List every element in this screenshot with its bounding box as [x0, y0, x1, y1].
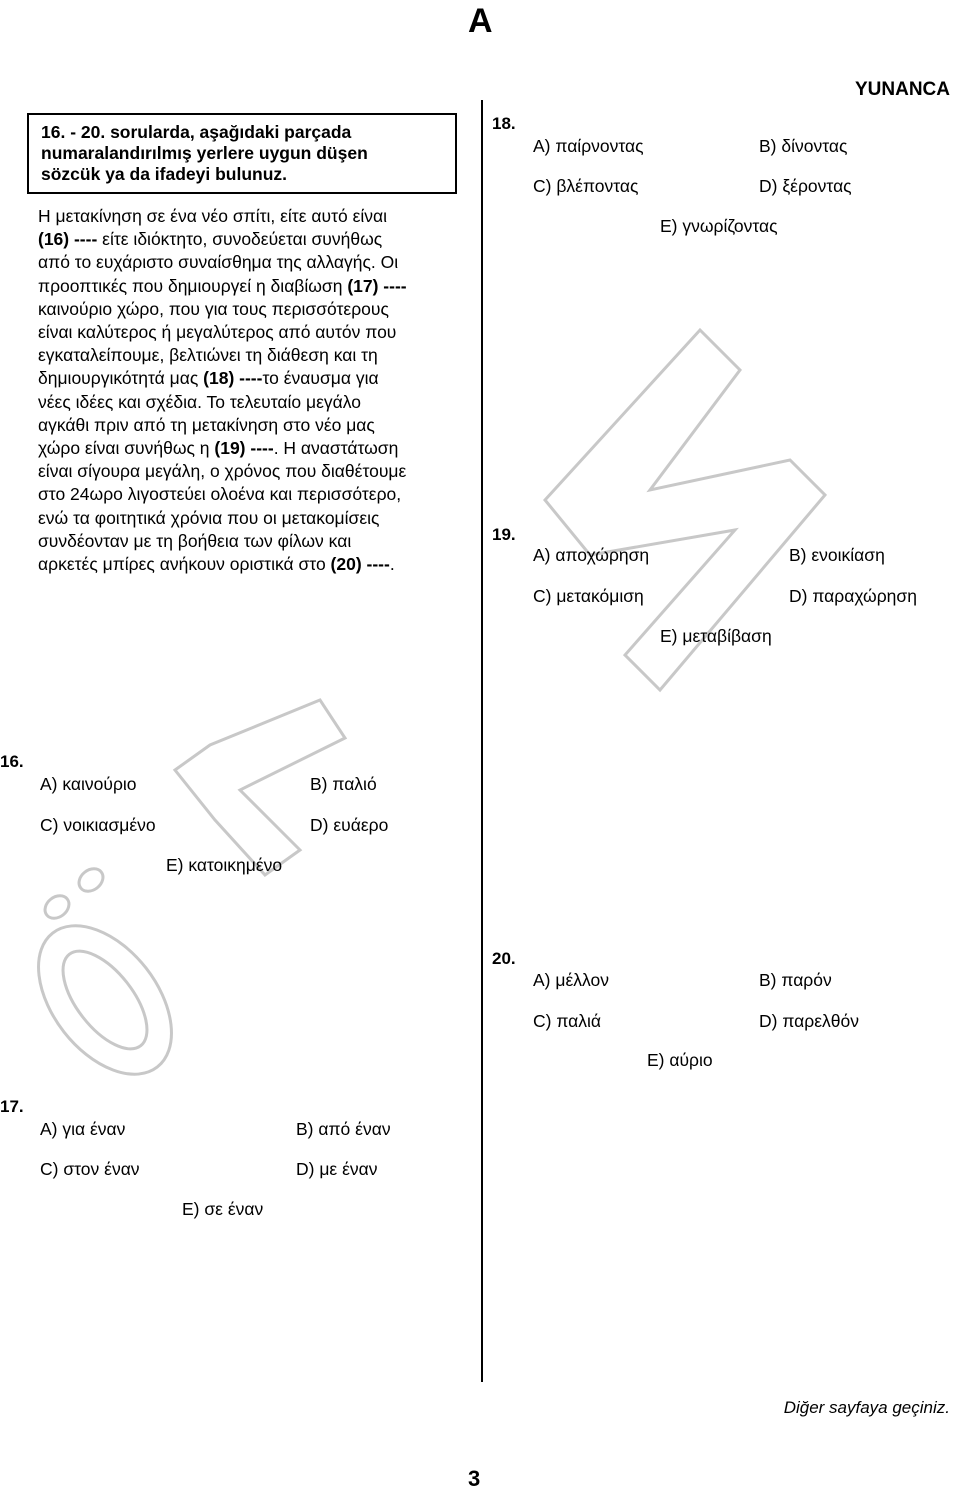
- question-number-16: 16.: [0, 752, 24, 771]
- option-18-b[interactable]: B) δίνοντας: [759, 136, 848, 156]
- option-20-b[interactable]: B) παρόν: [759, 970, 832, 990]
- option-16-c[interactable]: C) νοικιασμένο: [40, 815, 156, 835]
- passage-line: δημιουργικότητά μας (18) ----το έναυσμα για: [38, 368, 379, 389]
- column-divider: [481, 100, 483, 1382]
- option-17-b[interactable]: B) από έναν: [296, 1119, 391, 1139]
- passage-line: χώρο είναι συνήθως η (19) ----. Η αναστάτωση: [38, 438, 399, 459]
- question-number-17: 17.: [0, 1097, 24, 1116]
- question-number-18: 18.: [492, 114, 516, 133]
- passage-line: εγκαταλείπουμε, βελτιώνει τη διάθεση και τη: [38, 345, 378, 366]
- option-16-a[interactable]: A) καινούριο: [40, 774, 137, 794]
- next-page-note: Diğer sayfaya geçiniz.: [783, 1398, 950, 1417]
- page-number: 3: [468, 1466, 481, 1491]
- option-16-d[interactable]: D) ευάερο: [310, 815, 389, 835]
- passage-line: αγκάθι πριν από τη μετακίνηση στο νέο μας: [38, 414, 375, 435]
- passage-line: νέες ιδέες και σχέδια. Το τελευταίο μεγάλο: [38, 391, 361, 412]
- instructions-line: 16. - 20. sorularda, aşağıdaki parçada: [41, 122, 352, 142]
- option-16-b[interactable]: B) παλιό: [310, 774, 377, 794]
- option-20-a[interactable]: A) μέλλον: [533, 970, 609, 990]
- option-18-d[interactable]: D) ξέροντας: [759, 176, 852, 196]
- option-18-a[interactable]: A) παίρνοντας: [533, 136, 644, 156]
- passage-line: από το ευχάριστο συναίσθημα της αλλαγής. Οι: [38, 252, 399, 273]
- passage-line: ενώ τα φοιτητικά χρόνια που οι μετακομίσεις: [38, 507, 380, 528]
- reading-passage: [38, 205, 478, 576]
- option-17-a[interactable]: A) για έναν: [40, 1119, 126, 1139]
- option-20-e[interactable]: E) αύριο: [647, 1050, 713, 1070]
- option-19-c[interactable]: C) μετακόμιση: [533, 586, 644, 606]
- subject-title: YUNANCA: [855, 79, 950, 100]
- passage-line: αρκετές μπίρες ανήκουν οριστικά στο (20) ----.: [38, 554, 395, 575]
- instructions-box: [27, 113, 457, 194]
- option-19-d[interactable]: D) παραχώρηση: [789, 586, 917, 606]
- option-19-a[interactable]: A) αποχώρηση: [533, 545, 650, 565]
- question-number-19: 19.: [492, 525, 516, 544]
- passage-line: συνδέονταν με τη βοήθεια των φίλων και: [38, 530, 352, 551]
- option-20-c[interactable]: C) παλιά: [533, 1011, 602, 1031]
- instructions-line: sözcük ya da ifadeyi bulunuz.: [41, 164, 288, 184]
- option-18-e[interactable]: E) γνωρίζοντας: [660, 216, 778, 236]
- passage-line: καινούριο χώρο, που για τους περισσότερους: [38, 298, 389, 319]
- passage-line: Η μετακίνηση σε ένα νέο σπίτι, είτε αυτό είναι: [38, 206, 388, 226]
- option-17-e[interactable]: E) σε έναν: [182, 1199, 264, 1219]
- option-19-e[interactable]: E) μεταβίβαση: [660, 626, 772, 646]
- passage-line: στο 24ωρο λιγοστεύει ολοένα και περισσότερο,: [38, 484, 402, 505]
- instructions-line: numaralandırılmış yerlere uygun düşen: [41, 143, 368, 163]
- option-16-e[interactable]: E) κατοικημένο: [166, 855, 283, 875]
- question-number-20: 20.: [492, 949, 516, 968]
- option-18-c[interactable]: C) βλέποντας: [533, 176, 639, 196]
- passage-line: είναι καλύτερος ή μεγαλύτερος από αυτόν που: [38, 322, 397, 343]
- option-20-d[interactable]: D) παρελθόν: [759, 1011, 859, 1031]
- option-19-b[interactable]: B) ενοικίαση: [789, 545, 885, 565]
- option-17-d[interactable]: D) με έναν: [296, 1159, 378, 1179]
- option-17-c[interactable]: C) στον έναν: [40, 1159, 140, 1179]
- booklet-letter: A: [468, 2, 493, 40]
- passage-line: είναι σίγουρα μεγάλη, ο χρόνος που διαθέτουμε: [38, 461, 407, 482]
- passage-line: προοπτικές που δημιουργεί η διαβίωση (17) ----: [38, 275, 407, 296]
- passage-line: (16) ---- είτε ιδιόκτητο, συνοδεύεται συνήθως: [38, 229, 383, 250]
